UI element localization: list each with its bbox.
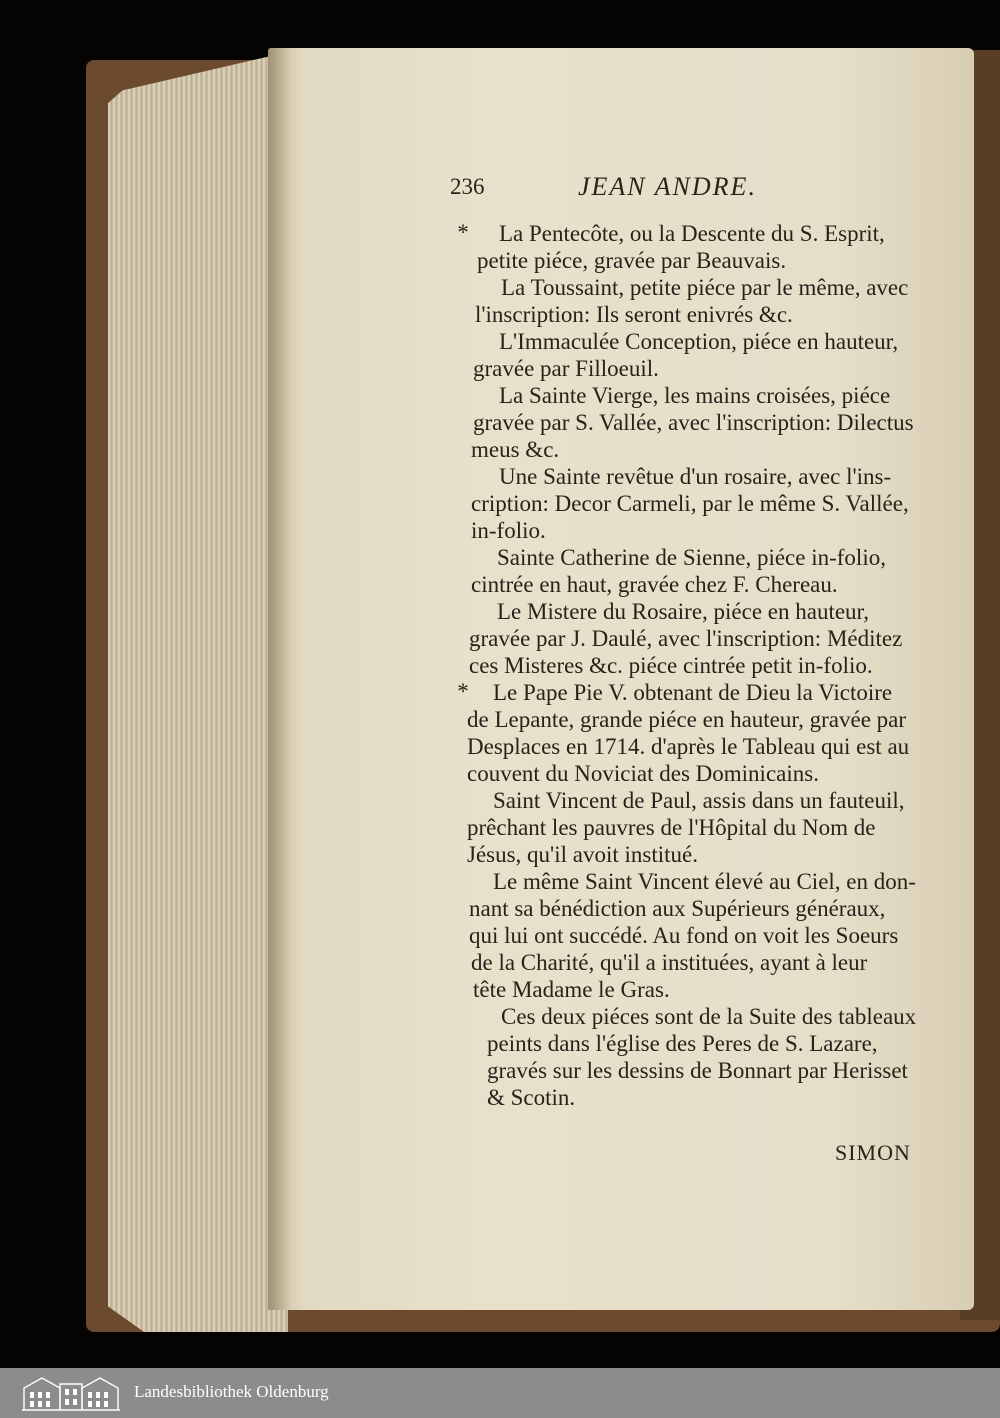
text-line: Desplaces en 1714. d'après le Tableau qui est au — [467, 734, 910, 759]
entry-marker: * — [457, 220, 469, 245]
text-line: gravés sur les dessins de Bonnart par Herisset — [487, 1058, 908, 1083]
text-line: gravée par S. Vallée, avec l'inscription: Dilectus — [473, 410, 914, 435]
text-line: nant sa bénédiction aux Supérieurs généraux, — [469, 896, 886, 921]
catchword: SIMON — [835, 1140, 911, 1165]
library-building-logo — [22, 1374, 120, 1412]
running-head — [450, 172, 930, 206]
text-line: & Scotin. — [487, 1085, 576, 1110]
text-line: gravée par J. Daulé, avec l'inscription: Méditez — [469, 626, 903, 651]
text-line: peints dans l'église des Peres de S. Lazare, — [487, 1031, 878, 1056]
text-line: Une Sainte revêtue d'un rosaire, avec l'ins- — [499, 464, 892, 489]
text-line: L'Immaculée Conception, piéce en hauteur, — [499, 329, 899, 354]
text-line: cription: Decor Carmeli, par le même S. Vallée, — [471, 491, 909, 516]
text-line: qui lui ont succédé. Au fond on voit les Soeurs — [469, 923, 899, 948]
text-line: Le Pape Pie V. obtenant de Dieu la Victoire — [493, 680, 893, 705]
text-line: prêchant les pauvres de l'Hôpital du Nom de — [467, 815, 876, 840]
page-stack-edges — [108, 52, 288, 1332]
running-title: JEAN ANDRE. — [578, 172, 757, 201]
text-line: de Lepante, grande piéce en hauteur, gravée par — [467, 707, 907, 732]
gutter-shadow — [268, 48, 292, 1310]
text-line: Le Mistere du Rosaire, piéce en hauteur, — [497, 599, 870, 624]
text-line: petite piéce, gravée par Beauvais. — [477, 248, 787, 273]
library-name: Landesbibliothek Oldenburg — [134, 1382, 329, 1401]
text-line: Sainte Catherine de Sienne, piéce in-folio, — [497, 545, 886, 570]
text-line: in-folio. — [471, 518, 546, 543]
text-line: couvent du Noviciat des Dominicains. — [467, 761, 819, 786]
text-line: de la Charité, qu'il a instituées, ayant à leur — [471, 950, 868, 975]
text-line: La Sainte Vierge, les mains croisées, piéce — [499, 383, 891, 408]
library-footer-bar — [0, 1368, 1000, 1418]
text-line: tête Madame le Gras. — [473, 977, 670, 1002]
text-line: cintrée en haut, gravée chez F. Chereau. — [471, 572, 838, 597]
text-line: Le même Saint Vincent élevé au Ciel, en don- — [493, 869, 916, 894]
text-line: La Toussaint, petite piéce par le même, avec — [501, 275, 909, 300]
catalogue-entries — [457, 220, 925, 1120]
text-line: Saint Vincent de Paul, assis dans un fauteuil, — [493, 788, 905, 813]
text-line: meus &c. — [471, 437, 560, 462]
entry-marker: * — [457, 679, 469, 704]
text-line: l'inscription: Ils seront enivrés &c. — [475, 302, 793, 327]
text-line: La Pentecôte, ou la Descente du S. Esprit, — [499, 221, 885, 246]
text-line: ces Misteres &c. piéce cintrée petit in-folio. — [469, 653, 873, 678]
page-number: 236 — [450, 174, 485, 199]
text-line: Jésus, qu'il avoit institué. — [467, 842, 698, 867]
text-line: gravée par Filloeuil. — [473, 356, 659, 381]
text-line: Ces deux piéces sont de la Suite des tableaux — [501, 1004, 917, 1029]
